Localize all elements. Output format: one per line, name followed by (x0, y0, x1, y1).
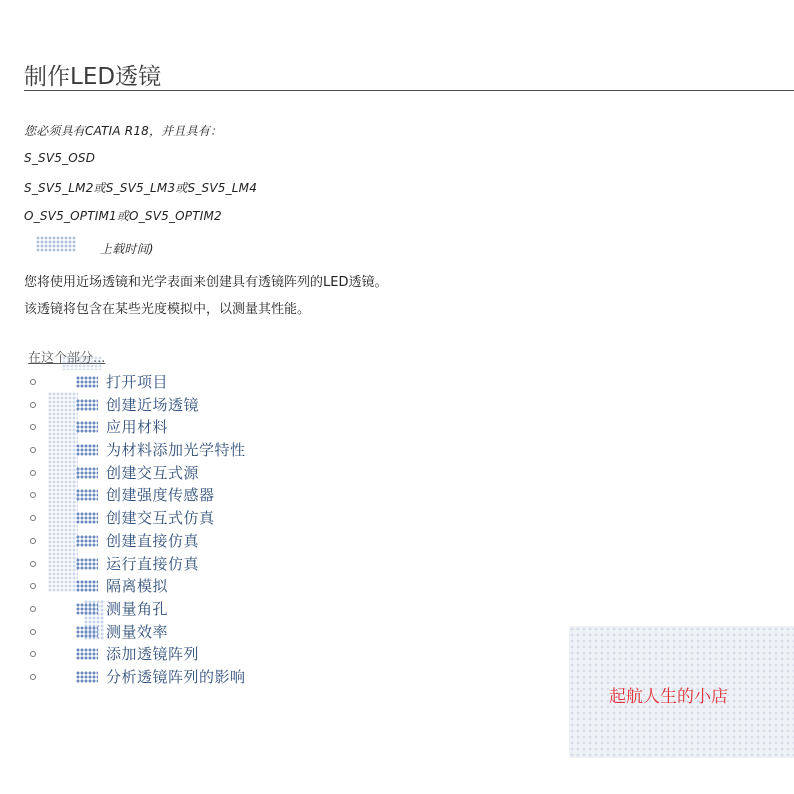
blurred-region (62, 356, 102, 370)
requirement-line: S_SV5_LM2或S_SV5_LM3或S_SV5_LM4 (24, 181, 258, 195)
requirements-intro: 您必须具有CATIA R18，并且具有： (24, 124, 223, 138)
list-item[interactable] (26, 622, 246, 645)
bullet-icon (30, 651, 36, 657)
requirement-line: O_SV5_OPTIM1或O_SV5_OPTIM2 (24, 209, 222, 223)
bullet-icon (30, 447, 36, 453)
step-icon (76, 399, 98, 411)
step-icon (76, 489, 98, 501)
step-label: 打开项目 (106, 373, 169, 391)
step-icon (76, 535, 98, 547)
step-icon (76, 580, 98, 592)
bullet-icon (30, 538, 36, 544)
step-label: 分析透镜阵列的影响 (106, 667, 246, 686)
section-link[interactable]: 在这个部分... (28, 351, 106, 366)
step-label: 创建交互式仿真 (106, 509, 215, 528)
bullet-icon (30, 470, 36, 476)
list-item[interactable] (26, 644, 246, 667)
bullet-icon (30, 402, 36, 408)
list-item[interactable] (26, 599, 246, 622)
title-divider (24, 90, 794, 91)
step-icon (76, 444, 98, 456)
blurred-region (84, 600, 104, 640)
step-label: 创建直接仿真 (106, 531, 200, 550)
step-icon (76, 648, 98, 660)
bullet-icon (30, 424, 36, 430)
time-note: 上载时间) (100, 242, 154, 256)
step-icon (76, 512, 98, 524)
step-icon (76, 671, 98, 683)
step-label: 运行直接仿真 (106, 554, 200, 573)
step-icon (76, 376, 98, 388)
step-label: 创建强度传感器 (106, 486, 215, 505)
step-icon (76, 421, 98, 433)
blurred-region (48, 392, 78, 592)
step-label: 测量角孔 (106, 599, 169, 618)
bullet-icon (30, 606, 36, 612)
page-title: 制作LED透镜 (24, 64, 162, 90)
requirement-line: S_SV5_OSD (24, 151, 96, 165)
step-label: 隔离模拟 (106, 577, 169, 596)
step-label: 为材料添加光学特性 (106, 441, 246, 460)
bullet-icon (30, 561, 36, 567)
description-line: 您将使用近场透镜和光学表面来创建具有透镜阵列的LED透镜。 (24, 275, 388, 290)
bullet-icon (30, 379, 36, 385)
bullet-icon (30, 515, 36, 521)
bullet-icon (30, 583, 36, 589)
list-item[interactable] (26, 667, 246, 690)
description-line: 该透镜将包含在某些光度模拟中，以测量其性能。 (24, 302, 311, 317)
watermark-box (569, 626, 794, 758)
watermark-text: 起航人生的小店 (609, 687, 728, 707)
step-label: 应用材料 (106, 418, 169, 437)
bullet-icon (30, 674, 36, 680)
step-label: 测量效率 (106, 622, 169, 641)
step-icon (76, 467, 98, 479)
step-label: 添加透镜阵列 (106, 645, 200, 664)
step-icon (76, 558, 98, 570)
step-label: 创建交互式源 (106, 463, 200, 482)
blurred-region (36, 236, 76, 252)
bullet-icon (30, 492, 36, 498)
step-label: 创建近场透镜 (106, 395, 200, 414)
bullet-icon (30, 629, 36, 635)
